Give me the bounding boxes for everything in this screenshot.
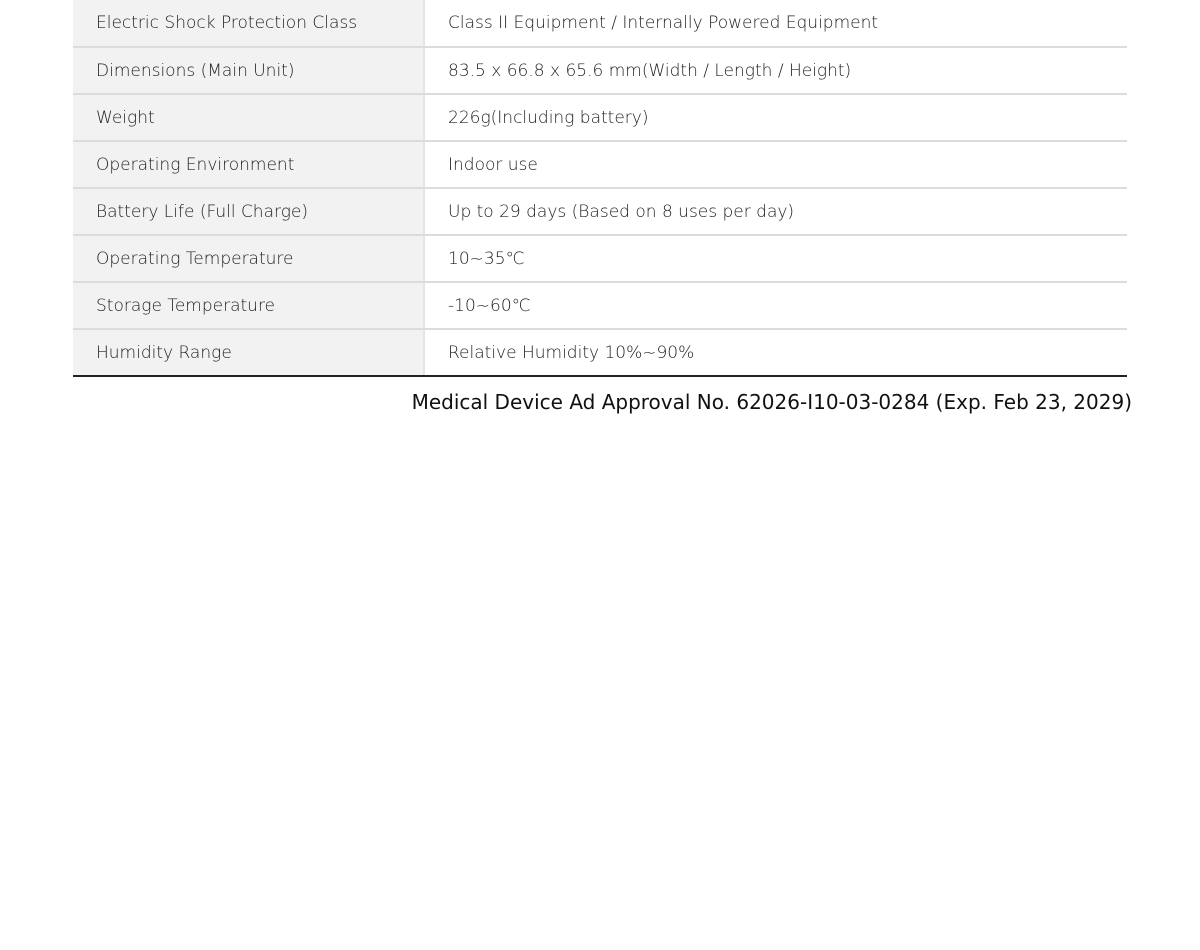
spec-table [73, 0, 1127, 377]
spec-label: Dimensions (Main Unit) [73, 47, 424, 94]
spec-value: 10~35℃ [424, 235, 1127, 282]
table-row [73, 282, 1127, 329]
spec-value: -10~60℃ [424, 282, 1127, 329]
table-row [73, 235, 1127, 282]
table-row [73, 0, 1127, 47]
ad-approval-note: Medical Device Ad Approval No. 62026-I10-03-0284 (Exp. Feb 23, 2029) [411, 390, 1132, 414]
spec-label: Operating Temperature [73, 235, 424, 282]
spec-value: Up to 29 days (Based on 8 uses per day) [424, 188, 1127, 235]
spec-value: 83.5 x 66.8 x 65.6 mm(Width / Length / Height) [424, 47, 1127, 94]
spec-value: Class II Equipment / Internally Powered Equipment [424, 0, 1127, 47]
spec-label: Operating Environment [73, 141, 424, 188]
spec-value: Indoor use [424, 141, 1127, 188]
table-row [73, 94, 1127, 141]
spec-label: Weight [73, 94, 424, 141]
spec-label: Storage Temperature [73, 282, 424, 329]
spec-label: Battery Life (Full Charge) [73, 188, 424, 235]
table-row [73, 188, 1127, 235]
spec-value: 226g(Including battery) [424, 94, 1127, 141]
spec-label: Humidity Range [73, 329, 424, 376]
spec-label: Electric Shock Protection Class [73, 0, 424, 47]
table-row [73, 141, 1127, 188]
table-row [73, 329, 1127, 376]
table-row [73, 47, 1127, 94]
spec-value: Relative Humidity 10%~90% [424, 329, 1127, 376]
